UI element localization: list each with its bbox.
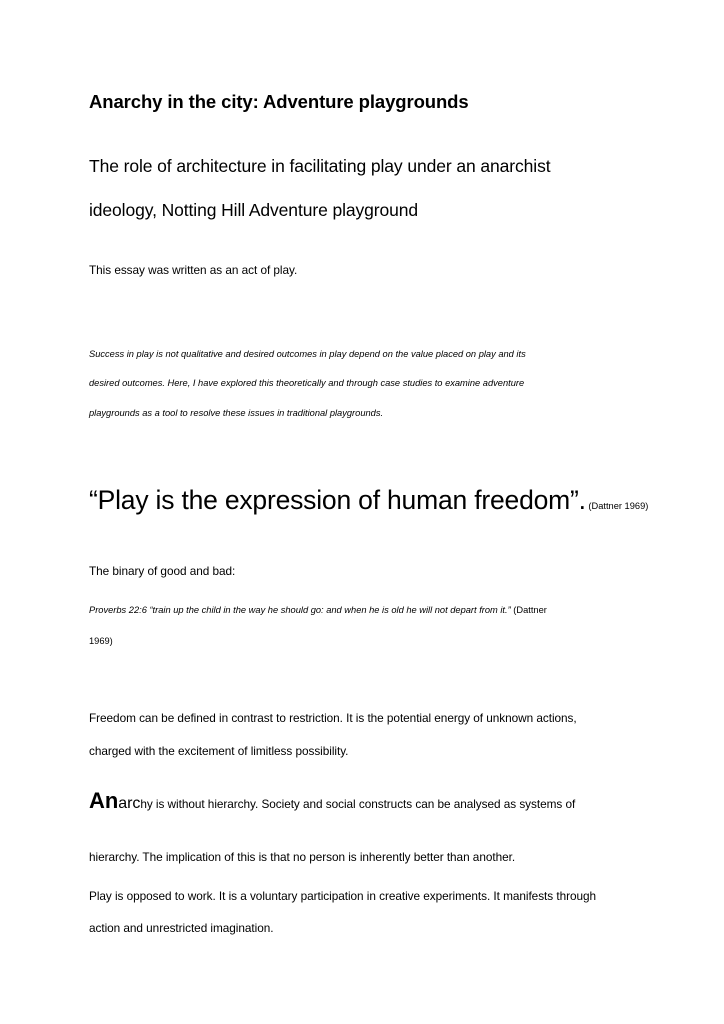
pull-quote	[89, 485, 648, 516]
freedom-line-2: charged with the excitement of limitless possibility.	[89, 744, 349, 758]
binary-heading: The binary of good and bad:	[89, 564, 236, 578]
subtitle-line-2: ideology, Notting Hill Adventure playground	[89, 200, 419, 220]
freedom-line-1: Freedom can be defined in contrast to restriction. It is the potential energy of unknown actions,	[89, 711, 577, 725]
anarchy-large-letters: arc	[118, 795, 141, 812]
essay-note: This essay was written as an act of play.	[89, 263, 298, 277]
abstract-line-3: playgrounds as a tool to resolve these issues in traditional playgrounds.	[89, 408, 384, 418]
abstract-line-2: desired outcomes. Here, I have explored this theoretically and through case studies to examine adventure	[89, 378, 525, 388]
play-paragraph-line-1: Play is opposed to work. It is a voluntary participation in creative experiments. It manifests through	[89, 889, 597, 903]
anarchy-dropcap: An	[89, 788, 119, 813]
play-paragraph-line-2: action and unrestricted imagination.	[89, 921, 274, 935]
anarchy-paragraph-line-2: hierarchy. The implication of this is that no person is inherently better than another.	[89, 850, 516, 864]
pull-quote-citation: (Dattner 1969)	[585, 501, 649, 511]
abstract-line-1: Success in play is not qualitative and desired outcomes in play depend on the value placed on play and its	[89, 349, 526, 359]
pull-quote-text: “Play is the expression of human freedom”.	[89, 485, 586, 515]
anarchy-paragraph-line-1	[89, 788, 575, 814]
proverb-line-1	[89, 605, 547, 615]
anarchy-rest: hy is without hierarchy. Society and social constructs can be analysed as systems of	[140, 797, 576, 811]
document-title: Anarchy in the city: Adventure playgrounds	[89, 91, 469, 112]
proverb-text: Proverbs 22:6 “train up the child in the way he should go: and when he is old he will not depart from it.”	[89, 605, 511, 615]
proverb-line-2: 1969)	[89, 636, 113, 646]
proverb-citation-1: (Dattner	[510, 605, 547, 615]
subtitle-line-1: The role of architecture in facilitating play under an anarchist	[89, 156, 551, 176]
